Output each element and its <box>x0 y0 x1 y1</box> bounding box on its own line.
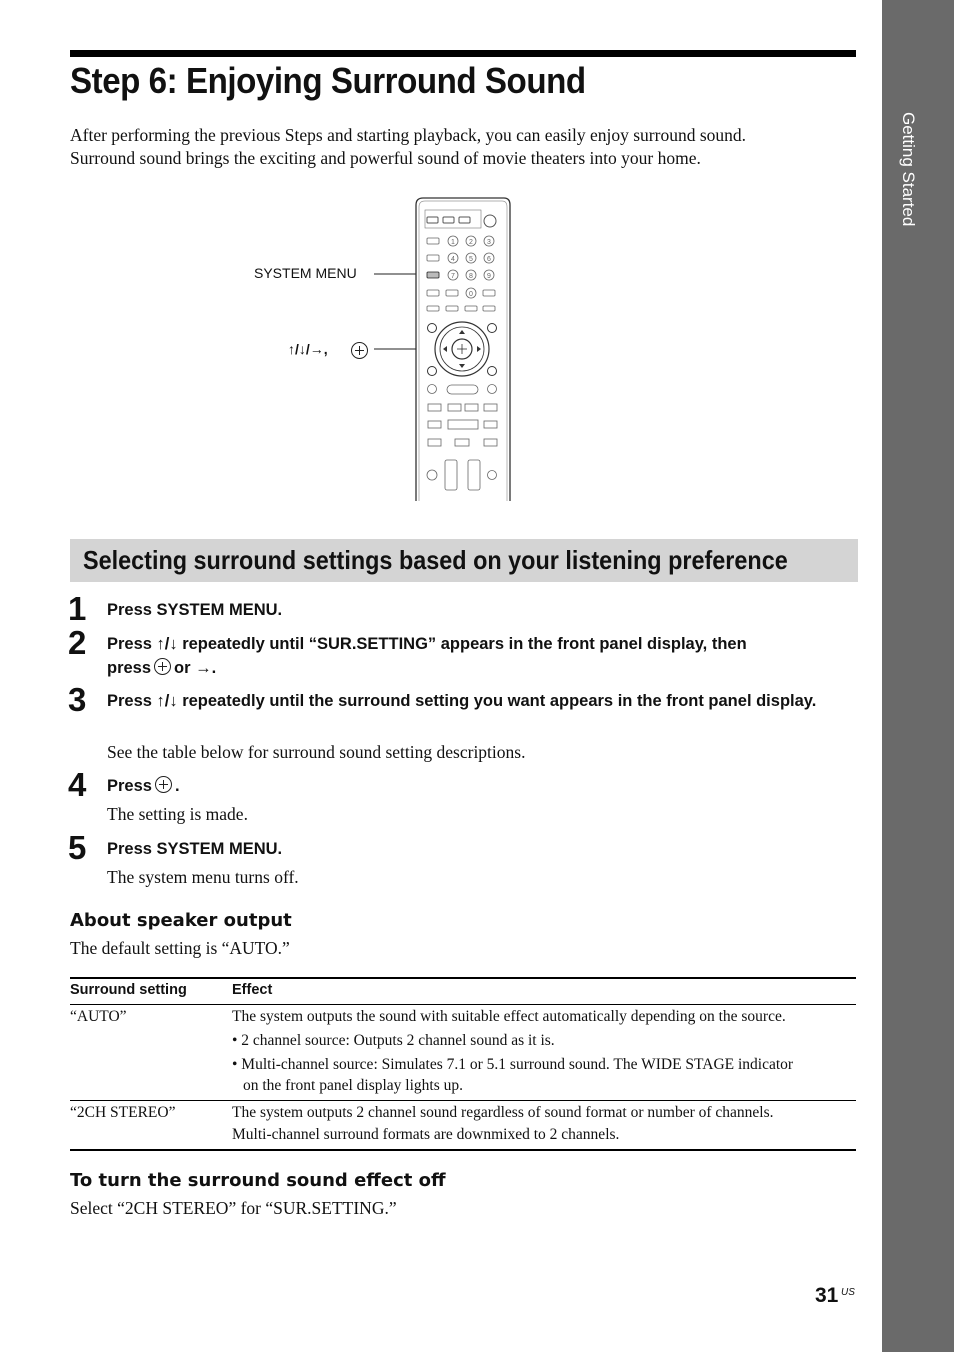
step-5-note: The system menu turns off. <box>107 867 299 887</box>
page-region-suffix: US <box>841 1287 855 1298</box>
table-bottom-rule <box>70 1149 856 1151</box>
page-title: Step 6: Enjoying Surround Sound <box>70 60 586 101</box>
enter-button-icon <box>351 342 368 359</box>
step-5-number: 5 <box>68 829 87 866</box>
table-row-2-effect-1: The system outputs 2 channel sound regardless of sound format or number of channels. <box>232 1104 774 1121</box>
intro-line-1: After performing the previous Steps and starting playback, you can easily enjoy surround sound. <box>70 125 747 145</box>
keypad-digit-6: 6 <box>487 256 491 263</box>
top-rule <box>70 50 856 57</box>
table-row-1-effect-3: • Multi-channel source: Simulates 7.1 or 5.1 surround sound. The WIDE STAGE indicator <box>232 1056 794 1073</box>
table-header-effect: Effect <box>232 982 273 998</box>
page-number: 31 <box>815 1284 839 1307</box>
table-row-1-effect-1: The system outputs the sound with suitable effect automatically depending on the source. <box>232 1008 786 1025</box>
step-2-text <box>107 632 847 680</box>
step-5-text: Press SYSTEM MENU. <box>107 840 283 858</box>
keypad-digit-3: 3 <box>487 239 491 246</box>
step-2-press: press <box>107 659 152 677</box>
callout-system-menu: SYSTEM MENU <box>254 265 357 281</box>
table-top-rule <box>70 977 856 979</box>
side-tab-label: Getting Started <box>899 112 918 227</box>
table-row-1-effect-2: • 2 channel source: Outputs 2 channel sound as it is. <box>232 1032 555 1049</box>
table-row-2-effect-2: Multi-channel surround formats are downmixed to 2 channels. <box>232 1126 620 1143</box>
step-3-text: Press ↑/↓ repeatedly until the surround setting you want appears in the front panel display. <box>107 692 817 710</box>
table-header-setting: Surround setting <box>70 982 187 998</box>
keypad-digit-0: 0 <box>469 291 473 298</box>
table-row-2-setting: “2CH STEREO” <box>70 1104 176 1121</box>
step-4-number: 4 <box>68 766 87 803</box>
remote-control-illustration <box>370 195 515 505</box>
keypad-digit-4: 4 <box>451 256 455 263</box>
side-tab <box>882 0 954 1352</box>
step-4-text <box>107 774 847 798</box>
keypad-digit-1: 1 <box>451 239 455 246</box>
step-4-period: . <box>174 777 180 795</box>
turn-off-text: Select “2CH STEREO” for “SUR.SETTING.” <box>70 1198 397 1218</box>
enter-button-icon <box>154 658 171 675</box>
step-4-note: The setting is made. <box>107 804 248 824</box>
keypad-digit-9: 9 <box>487 273 491 280</box>
step-2-number: 2 <box>68 624 87 661</box>
keypad-digit-5: 5 <box>469 256 473 263</box>
step-2-line-1: Press ↑/↓ repeatedly until “SUR.SETTING” appears in the front panel display, then <box>107 635 747 653</box>
section-heading-bar <box>70 539 858 582</box>
section-title: Selecting surround settings based on your listening preference <box>83 545 788 575</box>
table-row-1-effect-4: on the front panel display lights up. <box>243 1077 463 1094</box>
step-2-line-2 <box>107 656 847 680</box>
turn-off-heading: To turn the surround sound effect off <box>70 1170 446 1191</box>
step-1-number: 1 <box>68 590 87 627</box>
intro-line-2: Surround sound brings the exciting and powerful sound of movie theaters into your home. <box>70 148 701 168</box>
intro-paragraph <box>70 124 860 170</box>
keypad-digit-2: 2 <box>469 239 473 246</box>
table-row-1-setting: “AUTO” <box>70 1008 127 1025</box>
enter-button-icon <box>155 776 172 793</box>
step-2-or-right: or →. <box>174 659 217 677</box>
step-3-number: 3 <box>68 681 87 718</box>
keypad-digit-8: 8 <box>469 273 473 280</box>
speaker-output-heading: About speaker output <box>70 910 292 931</box>
step-1-text: Press SYSTEM MENU. <box>107 601 283 619</box>
callout-arrows: ↑/↓/→, <box>288 341 328 357</box>
step-3-note: See the table below for surround sound setting descriptions. <box>107 742 526 762</box>
table-row-rule <box>70 1100 856 1101</box>
step-4-press: Press <box>107 777 152 795</box>
speaker-output-default: The default setting is “AUTO.” <box>70 938 290 958</box>
keypad-digit-7: 7 <box>451 273 455 280</box>
table-header-rule <box>70 1004 856 1005</box>
